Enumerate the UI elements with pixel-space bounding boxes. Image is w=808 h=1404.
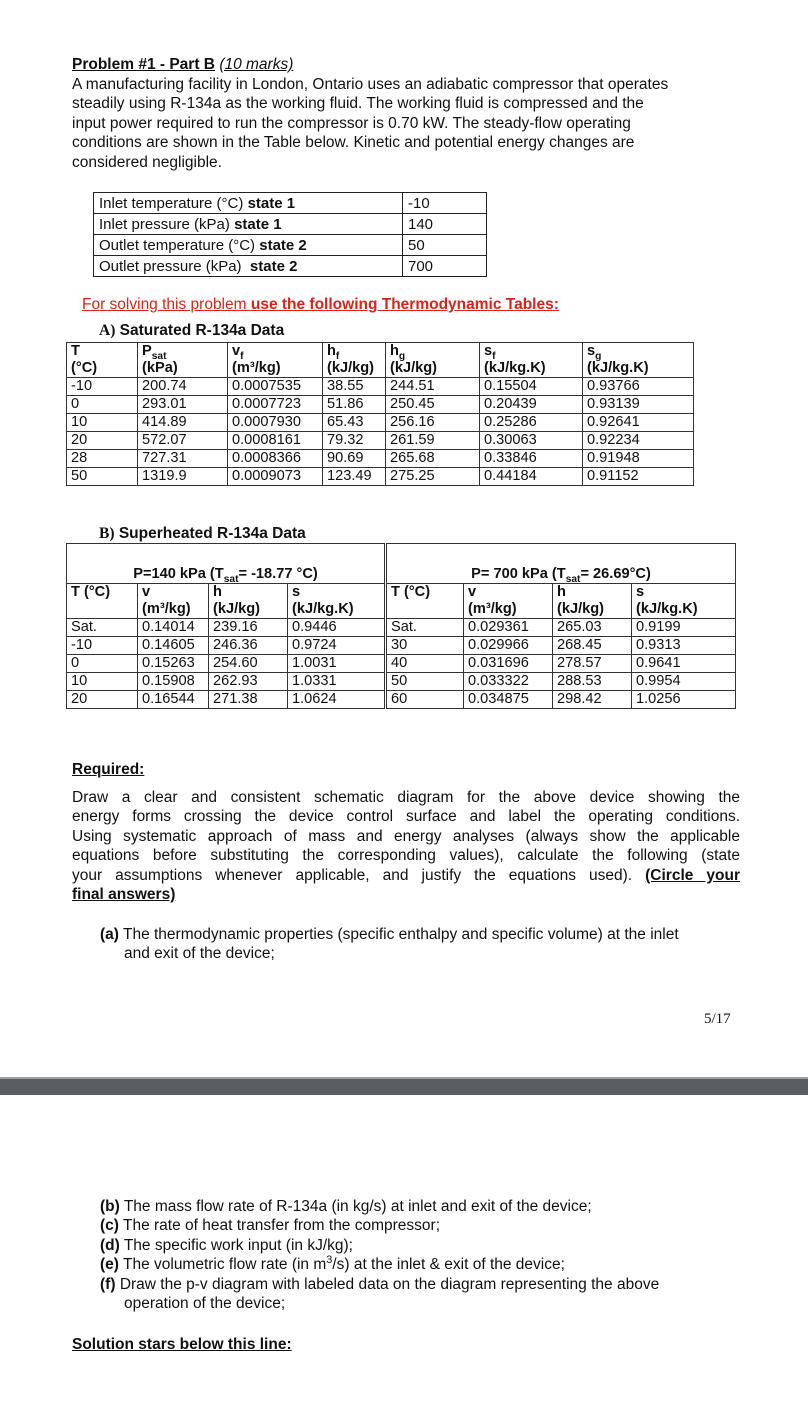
- cell: 0.44184: [480, 468, 583, 486]
- table-row: [67, 637, 736, 655]
- superheated-heading-text: Superheated R-134a Data: [118, 525, 306, 542]
- cell: 0.93766: [583, 378, 694, 396]
- cell: 79.32: [323, 432, 386, 450]
- cell: 0.14014: [138, 619, 209, 637]
- table-row: [67, 468, 694, 486]
- table-row: [67, 378, 694, 396]
- col-header: $P_{sat}$ (kPa): [138, 343, 228, 378]
- cell: 0.15908: [138, 673, 209, 691]
- tables-note-bold: use the following Thermodynamic Tables:: [250, 296, 559, 313]
- cell: 0.91948: [583, 450, 694, 468]
- col-header: $v_f$ (m³/kg): [228, 343, 323, 378]
- part-d: (d) The specific work input (in kJ/kg);: [100, 1236, 353, 1254]
- cell: 0.029966: [464, 637, 553, 655]
- required-line: Draw a clear and consistent schematic diagram for the above device showing the: [72, 789, 740, 806]
- intro-line: input power required to run the compressor is 0.70 kW. The steady-flow operating: [72, 114, 631, 132]
- required-title: Required:: [72, 761, 145, 778]
- cell: 0.30063: [480, 432, 583, 450]
- col-header-t: T (°C): [386, 584, 464, 619]
- cell: 727.31: [138, 450, 228, 468]
- saturated-heading-letter: A): [99, 322, 116, 339]
- cell: 414.89: [138, 414, 228, 432]
- cell: 246.36: [209, 637, 288, 655]
- condition-label: Inlet temperature (°C) state 1: [94, 193, 403, 214]
- cell: 288.53: [553, 673, 632, 691]
- cell: 256.16: [386, 414, 480, 432]
- condition-value: 140: [403, 214, 487, 235]
- col-header: T (°C): [67, 343, 138, 378]
- intro-line: conditions are shown in the Table below. Kinetic and potential energy changes are: [72, 134, 635, 152]
- cell: 265.68: [386, 450, 480, 468]
- table-header-row: [67, 584, 736, 619]
- condition-value: 50: [403, 235, 487, 256]
- tables-note: [82, 296, 559, 314]
- condition-label: Inlet pressure (kPa) state 1: [94, 214, 403, 235]
- cell: 0.92641: [583, 414, 694, 432]
- part-text: and exit of the device;: [124, 945, 275, 963]
- problem-marks: (10 marks): [219, 56, 294, 73]
- cell: 254.60: [209, 655, 288, 673]
- right-pressure-header: P= 700 kPa $(T_{sat}= 26.69^\circ C)$: [386, 544, 736, 584]
- left-pressure-header: P=140 kPa ($T_{sat}= -18.77$ °C): [67, 544, 386, 584]
- cell: -10: [67, 637, 138, 655]
- cell: 268.45: [553, 637, 632, 655]
- cell: 0.9954: [632, 673, 736, 691]
- cell: 0.033322: [464, 673, 553, 691]
- cell: 0.9724: [288, 637, 386, 655]
- cell: 0: [67, 655, 138, 673]
- cell: 0.031696: [464, 655, 553, 673]
- col-header: $s_g$ (kJ/kg.K): [583, 343, 694, 378]
- cell: 271.38: [209, 691, 288, 709]
- part-f: (f) Draw the p-v diagram with labeled data on the diagram representing the above: [100, 1275, 660, 1293]
- condition-label: Outlet pressure (kPa) state 2: [94, 256, 403, 277]
- saturated-heading: [99, 322, 284, 340]
- col-header: s (kJ/kg.K): [288, 584, 386, 619]
- cell: 0: [67, 396, 138, 414]
- cell: 0.9641: [632, 655, 736, 673]
- part-text: The thermodynamic properties (specific enthalpy and specific volume) at the inlet: [122, 926, 679, 943]
- cell: 0.15263: [138, 655, 209, 673]
- cell: 262.93: [209, 673, 288, 691]
- cell: 0.9199: [632, 619, 736, 637]
- cell: 244.51: [386, 378, 480, 396]
- part-c: (c) The rate of heat transfer from the compressor;: [100, 1217, 441, 1235]
- saturated-table: [66, 342, 694, 486]
- cell: Sat.: [386, 619, 464, 637]
- col-header: h (kJ/kg): [553, 584, 632, 619]
- cell: 51.86: [323, 396, 386, 414]
- cell: 0.93139: [583, 396, 694, 414]
- condition-value: -10: [403, 193, 487, 214]
- cell: 10: [67, 673, 138, 691]
- part-f-continued: operation of the device;: [124, 1295, 286, 1313]
- cell: 40: [386, 655, 464, 673]
- cell: 38.55: [323, 378, 386, 396]
- col-header: h (kJ/kg): [209, 584, 288, 619]
- cell: 0.9313: [632, 637, 736, 655]
- table-row: [94, 193, 487, 214]
- col-header: $h_f$ (kJ/kg): [323, 343, 386, 378]
- cell: 0.0007535: [228, 378, 323, 396]
- cell: -10: [67, 378, 138, 396]
- superheated-table: [66, 543, 736, 709]
- problem-title-text: Problem #1 - Part B: [72, 56, 215, 73]
- table-row: [67, 396, 694, 414]
- saturated-heading-text: Saturated R-134a Data: [119, 322, 285, 339]
- cell: 0.15504: [480, 378, 583, 396]
- table-row: [94, 256, 487, 277]
- superheated-heading-letter: B): [99, 525, 115, 542]
- cell: 50: [386, 673, 464, 691]
- col-header-t: T (°C): [67, 584, 138, 619]
- tables-note-prefix: For solving this problem: [82, 296, 247, 313]
- condition-label: Outlet temperature (°C) state 2: [94, 235, 403, 256]
- required-line: equations before substituting the corresponding values), calculate the following (state: [72, 847, 740, 865]
- required-line: energy forms crossing the device control surface and label the operating conditions.: [72, 808, 740, 826]
- cell: 20: [67, 432, 138, 450]
- cell: 1319.9: [138, 468, 228, 486]
- cell: 0.25286: [480, 414, 583, 432]
- cell: 0.0007723: [228, 396, 323, 414]
- cell: 261.59: [386, 432, 480, 450]
- circle-note: final answers): [72, 886, 176, 904]
- cell: 265.03: [553, 619, 632, 637]
- cell: 50: [67, 468, 138, 486]
- superheated-heading: [99, 525, 306, 543]
- required-body: [72, 788, 740, 904]
- cell: 239.16: [209, 619, 288, 637]
- col-header: v (m³/kg): [138, 584, 209, 619]
- condition-value: 700: [403, 256, 487, 277]
- operating-conditions-table: [93, 192, 487, 277]
- part-b: (b) The mass flow rate of R-134a (in kg/s) at inlet and exit of the device;: [100, 1198, 592, 1215]
- cell: 250.45: [386, 396, 480, 414]
- cell: 0.029361: [464, 619, 553, 637]
- table-row: [67, 619, 736, 637]
- col-header: $h_g$ (kJ/kg): [386, 343, 480, 378]
- part-a: [100, 925, 750, 964]
- cell: 275.25: [386, 468, 480, 486]
- part-label: (a): [100, 926, 119, 943]
- part-e: (e) The volumetric flow rate (in $m^3/s$) at the inlet & exit of the device;: [100, 1254, 565, 1274]
- col-header: s (kJ/kg.K): [632, 584, 736, 619]
- cell: 0.16544: [138, 691, 209, 709]
- cell: 0.20439: [480, 396, 583, 414]
- table-row: [67, 691, 736, 709]
- cell: 10: [67, 414, 138, 432]
- cell: 200.74: [138, 378, 228, 396]
- table-row: [67, 673, 736, 691]
- cell: 0.0009073: [228, 468, 323, 486]
- cell: 0.0008161: [228, 432, 323, 450]
- cell: 1.0031: [288, 655, 386, 673]
- cell: 0.14605: [138, 637, 209, 655]
- table-row: [67, 414, 694, 432]
- cell: 278.57: [553, 655, 632, 673]
- page-break-divider: [0, 1079, 808, 1095]
- table-row: [67, 450, 694, 468]
- cell: 60: [386, 691, 464, 709]
- page-number: 5/17: [704, 1011, 731, 1027]
- cell: 30: [386, 637, 464, 655]
- cell: 0.034875: [464, 691, 553, 709]
- cell: 0.92234: [583, 432, 694, 450]
- cell: 0.0007930: [228, 414, 323, 432]
- table-row: [94, 214, 487, 235]
- required-line: Using systematic approach of mass and energy analyses (always show the applicable: [72, 827, 740, 845]
- problem-title: [72, 55, 293, 74]
- col-header: v (m³/kg): [464, 584, 553, 619]
- parts-b-f: [100, 1197, 750, 1313]
- cell: 28: [67, 450, 138, 468]
- cell: 123.49: [323, 468, 386, 486]
- cell: Sat.: [67, 619, 138, 637]
- cell: 0.33846: [480, 450, 583, 468]
- cell: 298.42: [553, 691, 632, 709]
- cell: 65.43: [323, 414, 386, 432]
- cell: 0.9446: [288, 619, 386, 637]
- circle-note: (Circle your: [645, 866, 741, 884]
- intro-line: steadily using R-134a as the working fluid. The working fluid is compressed and the: [72, 95, 644, 113]
- cell: 293.01: [138, 396, 228, 414]
- problem-intro: [72, 75, 752, 172]
- cell: 572.07: [138, 432, 228, 450]
- table-row: [94, 235, 487, 256]
- table-header-row: [67, 544, 736, 584]
- required-line: your assumptions whenever applicable, and justify the equations used). (Circle your: [72, 866, 741, 884]
- col-header: $s_f$ (kJ/kg.K): [480, 343, 583, 378]
- table-row: [67, 655, 736, 673]
- table-header-row: [67, 343, 694, 378]
- table-row: [67, 432, 694, 450]
- solution-line: Solution stars below this line:: [72, 1336, 292, 1353]
- cell: 1.0624: [288, 691, 386, 709]
- intro-line: considered negligible.: [72, 153, 222, 171]
- cell: 0.91152: [583, 468, 694, 486]
- cell: 90.69: [323, 450, 386, 468]
- cell: 1.0331: [288, 673, 386, 691]
- cell: 20: [67, 691, 138, 709]
- cell: 0.0008366: [228, 450, 323, 468]
- intro-line: A manufacturing facility in London, Ontario uses an adiabatic compressor that operates: [72, 76, 669, 93]
- cell: 1.0256: [632, 691, 736, 709]
